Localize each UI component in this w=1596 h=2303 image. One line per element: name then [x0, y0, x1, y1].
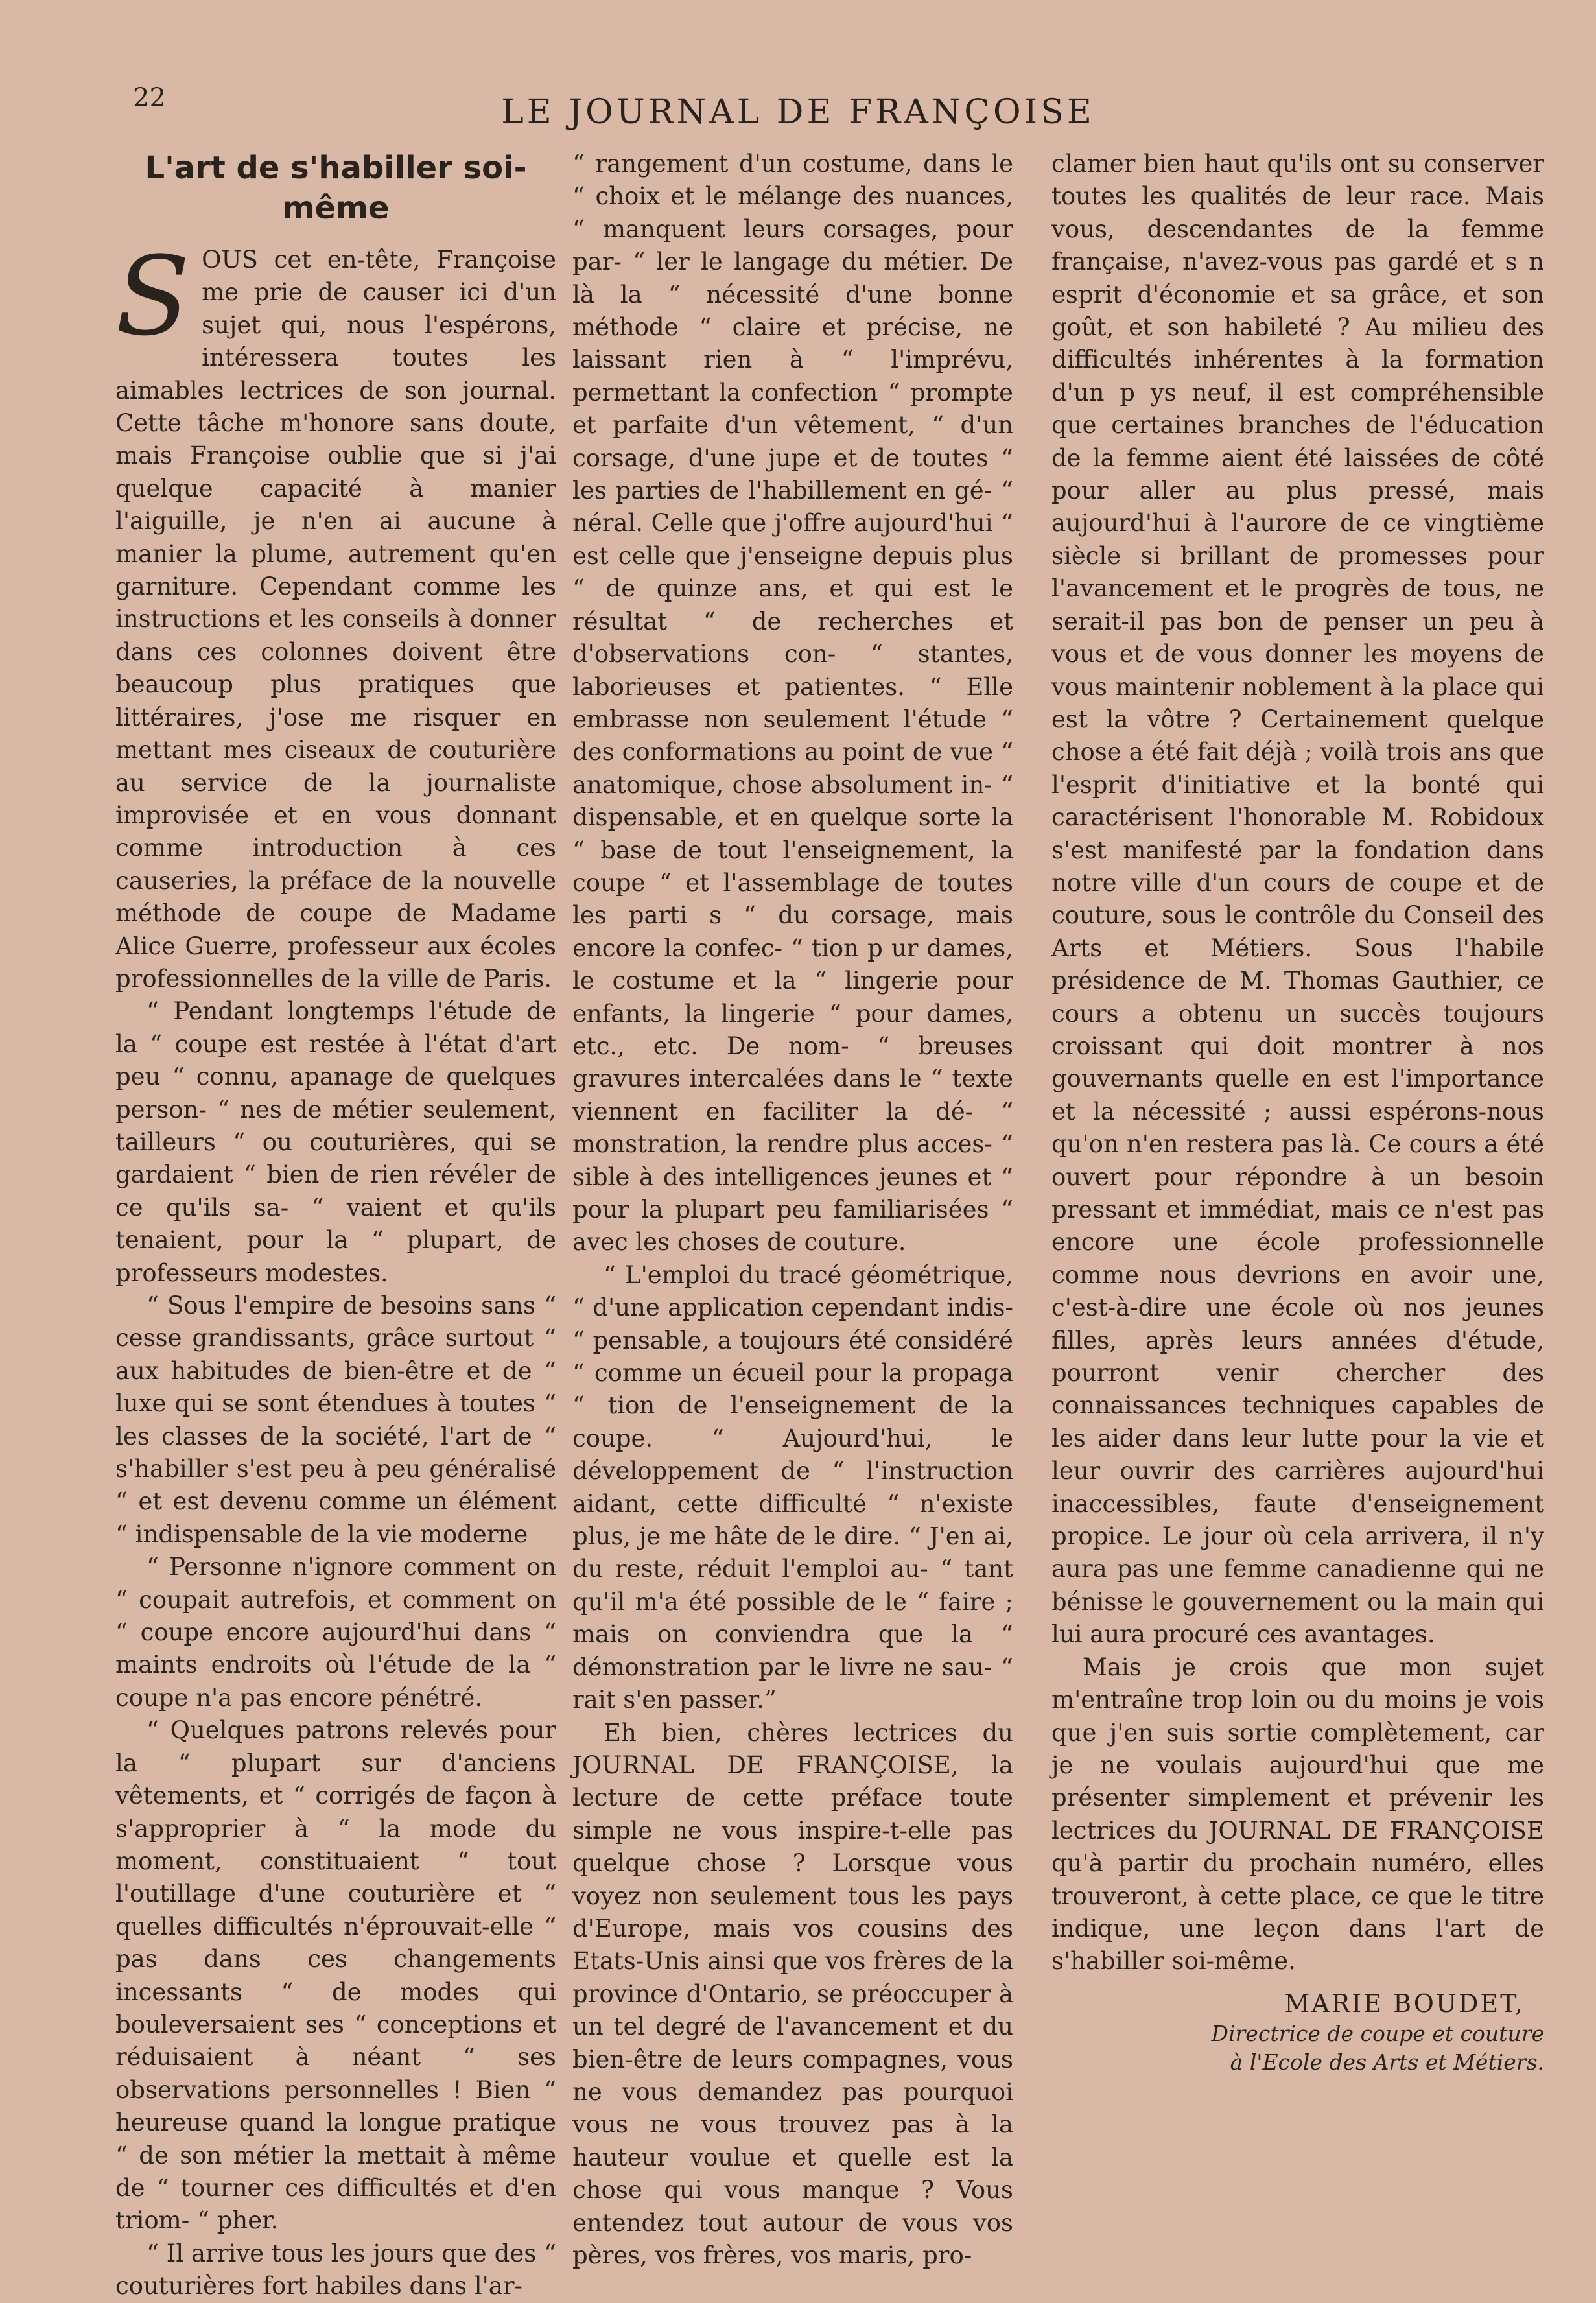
paragraph: “ L'emploi du tracé géométrique, “ d'une application cependant indis- “ pensable, a toujours été considéré “ comme un écueil pour la propaga “ tion de l'enseignement de la coupe. “ Aujourd'hui, le développement de “ l'instruction aidant, cette difficulté “ n'existe plus, je me hâte de le dire. “ J'en ai, du reste, réduit l'emploi au- “ tant qu'il m'a été possible de le “ faire ; mais on conviendra que la “ démonstration par le livre ne sau- “ rait s'en passer.”: [572, 1260, 1013, 1714]
column-1: [115, 148, 556, 2303]
column-2: [572, 148, 1013, 2272]
article-title: L'art de s'habiller soi-même: [145, 150, 527, 226]
paragraph: clamer bien haut qu'ils ont su conserver toutes les qualités de leur race. Mais vous, descendantes de la femme française, n'avez-vous pas gardé et s n esprit d'économie et sa grâce, et son goût, et son habileté ? Au milieu des difficultés inhérentes à la formation d'un p ys neuf, il est compréhensible que certaines branches de l'éducation de la femme aient été laissées de côté pour aller au plus pressé, mais aujourd'hui à l'aurore de ce vingtième siècle si brillant de promesses pour l'avancement et le progrès de tous, ne serait-il pas bon de penser un peu à vous et de vous donner les moyens de vous maintenir noblement à la place qui est la vôtre ? Certainement quelque chose a été fait déjà ; voilà trois ans que l'esprit d'initiative et la bonté qui caractérisent l'honorable M. Robidoux s'est manifesté par la fondation dans notre ville d'un cours de coupe et de couture, sous le contrôle du Conseil des Arts et Métiers. Sous l'habile présidence de M. Thomas Gauthier, ce cours a obtenu un succès toujours croissant qui doit montrer à nos gouvernants quelle en est l'importance et la nécessité ; aussi espérons-nous qu'on n'en restera pas là. Ce cours a été ouvert pour répondre à un besoin pressant et immédiat, mais ce n'est pas encore une école professionnelle comme nous devrions en avoir une, c'est-à-dire une école où nos jeunes filles, après leurs années d'étude, pourront venir chercher des connaissances techniques capables de les aider dans leur lutte pour la vie et leur ouvrir des carrières aujourd'hui inaccessibles, faute d'enseignement propice. Le jour où cela arrivera, il n'y aura pas une femme canadienne qui ne bénisse le gouvernement ou la main qui lui aura procuré ces avantages.: [1051, 150, 1544, 1649]
paragraph: “ rangement d'un costume, dans le “ choix et le mélange des nuances, “ manquent leurs corsages, pour par- “ ler le langage du métier. De là la “ nécessité d'une bonne méthode “ claire et précise, ne laissant rien à “ l'imprévu, permettant la confection “ prompte et parfaite d'un vêtement, “ d'un corsage, d'une jupe et de toutes “ les parties de l'habillement en gé- “ néral. Celle que j'offre aujourd'hui “ est celle que j'enseigne depuis plus “ de quinze ans, et qui est le résultat “ de recherches et d'observations con- “ stantes, laborieuses et patientes. “ Elle embrasse non seulement l'étude “ des conformations au point de vue “ anatomique, chose absolument in- “ dispensable, et en quelque sorte la “ base de tout l'enseignement, la coupe “ et l'assemblage de toutes les parti s “ du corsage, mais encore la confec- “ tion p ur dames, le costume et la “ lingerie pour enfants, la lingerie “ pour dames, etc., etc. De nom- “ breuses gravures intercalées dans le “ texte viennent en faciliter la dé- “ monstration, la rendre plus acces- “ sible à des intelligences jeunes et “ pour la plupart peu familiarisées “ avec les choses de couture.: [572, 150, 1013, 1257]
drop-cap: S: [115, 233, 191, 360]
journal-title: LE JOURNAL DE FRANÇOISE: [501, 93, 1095, 132]
column-3: [1051, 148, 1544, 2077]
author-title-line-1: Directrice de coupe et couture: [1211, 2021, 1544, 2047]
paragraph: “ Il arrive tous les jours que des “ couturières fort habiles dans l'ar-: [115, 2239, 556, 2300]
page-number: 22: [133, 83, 166, 113]
paragraph: “ Personne n'ignore comment on “ coupait autrefois, et comment on “ coupe encore aujourd'hui dans “ maints endroits où l'étude de la “ coupe n'a pas encore pénétré.: [115, 1553, 556, 1712]
paragraph: “ Quelques patrons relevés pour la “ plupart sur d'anciens vêtements, et “ corrigés de façon à s'approprier à “ la mode du moment, constituaient “ tout l'outillage d'une couturière et “ quelles difficultés n'éprouvait-elle “ pas dans ces changements incessants “ de modes qui bouleversaient ses “ conceptions et réduisaient à néant “ ses observations personnelles ! Bien “ heureuse quand la longue pratique “ de son métier la mettait à même de “ tourner ces difficultés et d'en triom- “ pher.: [115, 1716, 556, 2235]
author-name: MARIE BOUDET,: [1284, 1989, 1525, 2018]
paragraph: Eh bien, chères lectrices du JOURNAL DE FRANÇOISE, la lecture de cette préface toute simple ne vous inspire-t-elle pas quelque chose ? Lorsque vous voyez non seulement tous les pays d'Europe, mais vos cousins des Etats-Unis ainsi que vos frères de la province d'Ontario, se préoccuper à un tel degré de l'avancement et du bien-être de leurs compagnes, vous ne vous demandez pas pourquoi vous ne vous trouvez pas à la hauteur voulue et quelle est la chose qui vous manque ? Vous entendez tout autour de vous vos pères, vos frères, vos maris, pro-: [572, 1718, 1013, 2269]
paragraph: “ Sous l'empire de besoins sans “ cesse grandissants, grâce surtout “ aux habitudes de bien-être et de “ luxe qui se sont étendues à toutes “ les classes de la société, l'art de “ s'habiller s'est peu à peu généralisé “ et est devenu comme un élément “ indispensable de la vie moderne: [115, 1292, 556, 1548]
paragraph: Mais je crois que mon sujet m'entraîne trop loin ou du moins je vois que j'en suis sortie complètement, car je ne voulais aujourd'hui que me présenter simplement et prévenir les lectrices du JOURNAL DE FRANÇOISE qu'à partir du prochain numéro, elles trouveront, à cette place, ce que le titre indique, une leçon dans l'art de s'habiller soi-même.: [1051, 1653, 1544, 1976]
paragraph: OUS cet en-tête, Françoise me prie de causer ici d'un sujet qui, nous l'espérons, intéressera toutes les aimables lectrices de son journal. Cette tâche m'honore sans doute, mais Françoise oublie que si j'ai quelque capacité à manier l'aiguille, je n'en ai aucune à manier la plume, autrement qu'en garniture. Cependant comme les instructions et les conseils à donner dans ces colonnes doivent être beaucoup plus pratiques que littéraires, j'ose me risquer en mettant mes ciseaux de couturière au service de la journaliste improvisée et en vous donnant comme introduction à ces causeries, la préface de la nouvelle méthode de coupe de Madame Alice Guerre, professeur aux écoles professionnelles de la ville de Paris.: [115, 246, 556, 993]
author-title-line-2: à l'Ecole des Arts et Métiers.: [1230, 2049, 1544, 2075]
paragraph: “ Pendant longtemps l'étude de la “ coupe est restée à l'état d'art peu “ connu, apanage de quelques person- “ nes de métier seulement, tailleurs “ ou couturières, qui se gardaient “ bien de rien révéler de ce qu'ils sa- “ vaient et qu'ils tenaient, pour la “ plupart, de professeurs modestes.: [115, 997, 556, 1287]
signature: [1051, 1987, 1544, 2077]
